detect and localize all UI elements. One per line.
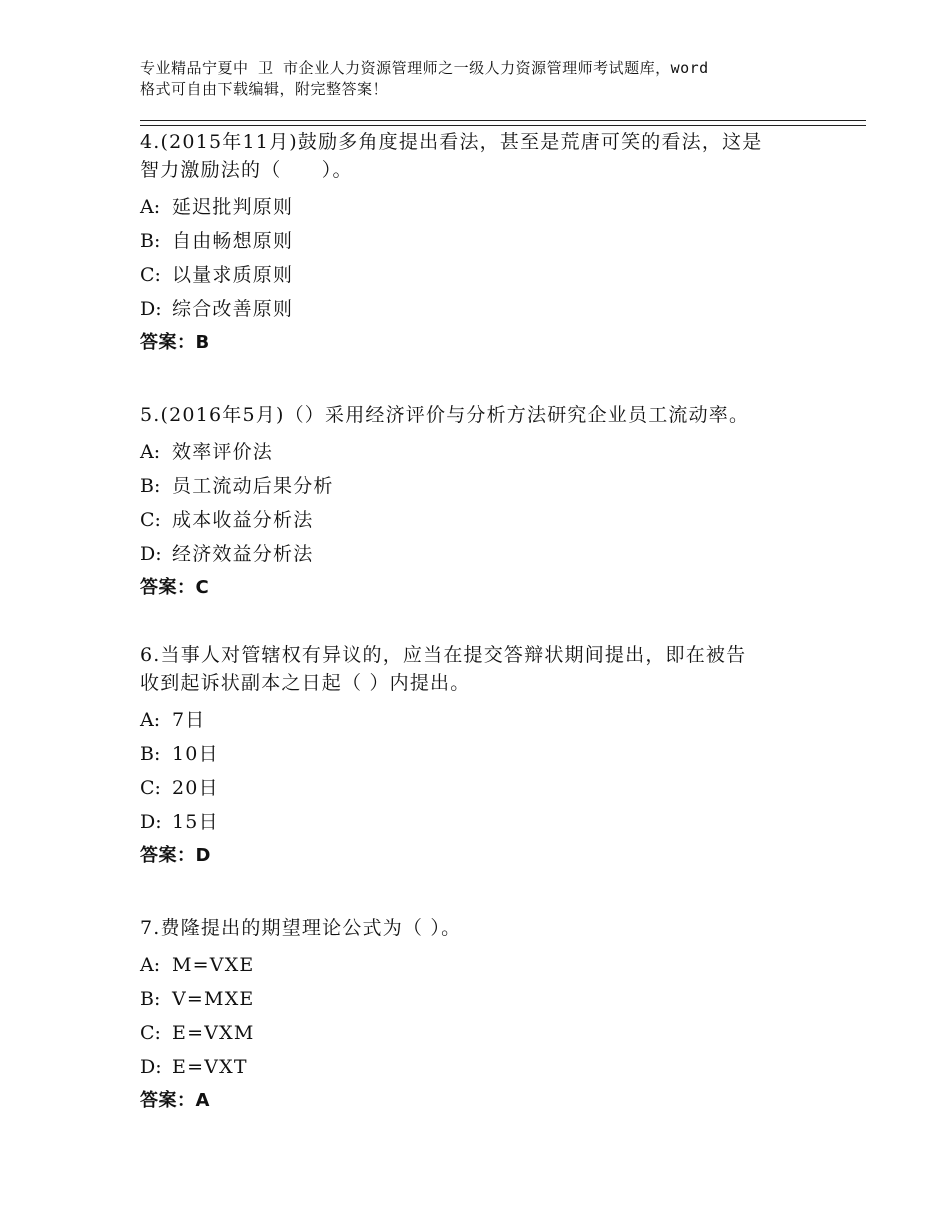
option-text: 20日 — [172, 777, 219, 799]
option-letter: B: — [140, 988, 161, 1010]
question-stem — [140, 914, 830, 942]
option-c — [140, 503, 830, 537]
option-a — [140, 948, 830, 982]
option-letter: A: — [140, 196, 161, 218]
option-letter: A: — [140, 709, 161, 731]
option-c — [140, 1016, 830, 1050]
option-a — [140, 190, 830, 224]
option-d — [140, 537, 830, 571]
question-stem-line: 智力激励法的（ ）。 — [140, 159, 353, 181]
question-4 — [140, 128, 830, 360]
question-stem — [140, 641, 830, 697]
question-stem-line: 5.(2016年5月)（）采用经济评价与分析方法研究企业员工流动率。 — [140, 404, 750, 426]
option-b — [140, 982, 830, 1016]
question-5 — [140, 401, 830, 605]
option-text: 以量求质原则 — [172, 264, 294, 286]
question-stem-line: 4.(2015年11月)鼓励多角度提出看法，甚至是荒唐可笑的看法，这是 — [140, 131, 763, 153]
option-letter: D: — [140, 1056, 162, 1078]
option-letter: B: — [140, 743, 161, 765]
header-line-1: 专业精品宁夏中 卫 市企业人力资源管理师之一级人力资源管理师考试题库，word — [140, 59, 709, 77]
question-stem-line: 7.费隆提出的期望理论公式为（ ）。 — [140, 917, 462, 939]
document-header — [140, 58, 830, 100]
option-letter: D: — [140, 811, 162, 833]
option-c — [140, 258, 830, 292]
answer: 答案：A — [140, 1090, 210, 1111]
option-b — [140, 469, 830, 503]
answer: 答案：C — [140, 577, 210, 598]
option-letter: C: — [140, 777, 161, 799]
option-letter: D: — [140, 298, 162, 320]
option-text: E=VXM — [172, 1022, 255, 1044]
question-stem-line: 收到起诉状副本之日起（ ）内提出。 — [140, 672, 471, 694]
question-stem — [140, 401, 830, 429]
option-d — [140, 805, 830, 839]
option-text: 效率评价法 — [172, 441, 274, 463]
option-text: 15日 — [172, 811, 219, 833]
header-line-2: 格式可自由下载编辑，附完整答案！ — [140, 80, 389, 98]
question-stem — [140, 128, 830, 184]
option-letter: B: — [140, 230, 161, 252]
option-letter: A: — [140, 954, 161, 976]
option-letter: A: — [140, 441, 161, 463]
option-a — [140, 703, 830, 737]
header-divider-top — [140, 120, 866, 121]
option-text: 7日 — [172, 709, 206, 731]
option-text: 成本收益分析法 — [172, 509, 314, 531]
answer: 答案：B — [140, 332, 210, 353]
answer: 答案：D — [140, 845, 211, 866]
option-d — [140, 1050, 830, 1084]
question-7 — [140, 914, 830, 1118]
option-text: 10日 — [172, 743, 219, 765]
option-text: 延迟批判原则 — [172, 196, 294, 218]
option-text: 经济效益分析法 — [172, 543, 314, 565]
option-text: E=VXT — [172, 1056, 248, 1078]
option-a — [140, 435, 830, 469]
option-d — [140, 292, 830, 326]
option-b — [140, 224, 830, 258]
header-divider-bottom — [140, 125, 866, 126]
option-letter: D: — [140, 543, 162, 565]
question-stem-line: 6.当事人对管辖权有异议的，应当在提交答辩状期间提出，即在被告 — [140, 644, 747, 666]
option-text: M=VXE — [172, 954, 255, 976]
option-text: 综合改善原则 — [172, 298, 294, 320]
option-letter: C: — [140, 264, 161, 286]
question-6 — [140, 641, 830, 873]
option-letter: B: — [140, 475, 161, 497]
option-letter: C: — [140, 1022, 161, 1044]
option-b — [140, 737, 830, 771]
option-text: V=MXE — [172, 988, 255, 1010]
option-text: 自由畅想原则 — [172, 230, 294, 252]
option-c — [140, 771, 830, 805]
option-text: 员工流动后果分析 — [172, 475, 334, 497]
option-letter: C: — [140, 509, 161, 531]
